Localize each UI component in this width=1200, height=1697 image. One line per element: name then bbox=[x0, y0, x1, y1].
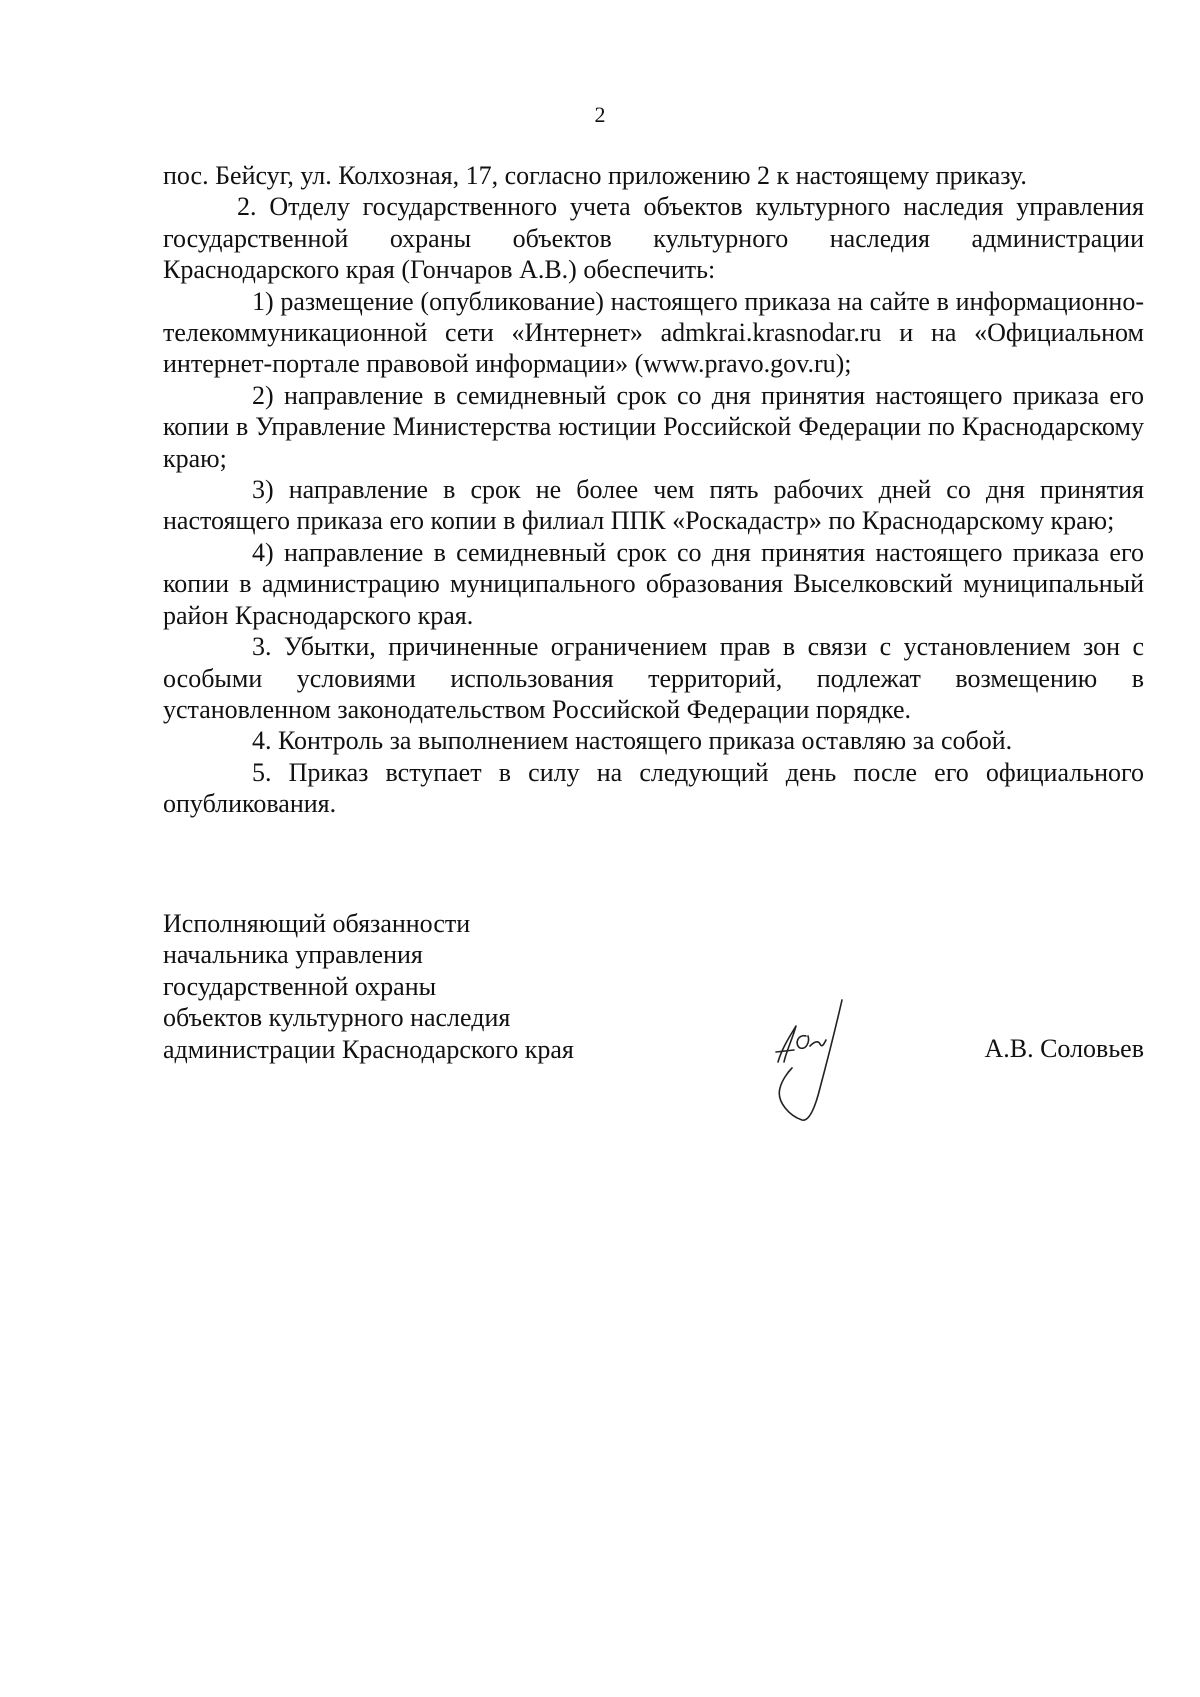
handwritten-signature-icon bbox=[762, 996, 862, 1126]
signer-title-line: объектов культурного наследия bbox=[163, 1003, 511, 1033]
paragraph-item-3: 3. Убытки, причиненные ограничением прав в связи с установлением зон с особыми условиями использования территорий, подлежат возмещению в установленном законодательством Российской Федерации порядке. bbox=[163, 632, 1144, 724]
paragraph-item-4: 4. Контроль за выполнением настоящего приказа оставляю за собой. bbox=[252, 726, 1013, 756]
signer-title-line: начальника управления bbox=[163, 940, 423, 970]
paragraph-subitem-3: 3) направление в срок не более чем пять рабочих дней со дня принятия настоящего приказа его копии в филиал ППК «Роскадастр» по Краснодарскому краю; bbox=[163, 475, 1144, 536]
paragraph-item-2: 2. Отделу государственного учета объектов культурного наследия управления государственной охраны объектов культурного наследия администрации Краснодарского края (Гончаров А.В.) обеспечить: bbox=[163, 192, 1144, 285]
paragraph-address: пос. Бейсуг, ул. Колхозная, 17, согласно приложению 2 к настоящему приказу. bbox=[163, 161, 1027, 190]
paragraph-subitem-4: 4) направление в семидневный срок со дня принятия настоящего приказа его копии в администрацию муниципального образования Выселковский муниципальный район Краснодарского края. bbox=[163, 537, 1144, 630]
paragraph-subitem-1: 1) размещение (опубликование) настоящего приказа на сайте в информационно-телекоммуникационной сети «Интернет» admkrai.krasnodar.ru и на «Официальном интернет-портале правовой информации» (www.pravo.gov.ru); bbox=[163, 286, 1144, 379]
signer-name: А.В. Соловьев bbox=[984, 1034, 1144, 1063]
signer-title-line: Исполняющий обязанности bbox=[163, 909, 471, 938]
paragraph-item-5: 5. Приказ вступает в силу на следующий день после его официального опубликования. bbox=[163, 757, 1144, 819]
paragraph-subitem-2: 2) направление в семидневный срок со дня принятия настоящего приказа его копии в Управление Министерства юстиции Российской Федерации по Краснодарскому краю; bbox=[163, 380, 1144, 473]
signer-title-line: государственной охраны bbox=[163, 971, 437, 1001]
document-body bbox=[163, 160, 1144, 820]
page-number: 2 bbox=[594, 102, 606, 127]
signer-title-line: администрации Краснодарского края bbox=[163, 1034, 574, 1064]
signer-title-block bbox=[163, 908, 574, 1065]
